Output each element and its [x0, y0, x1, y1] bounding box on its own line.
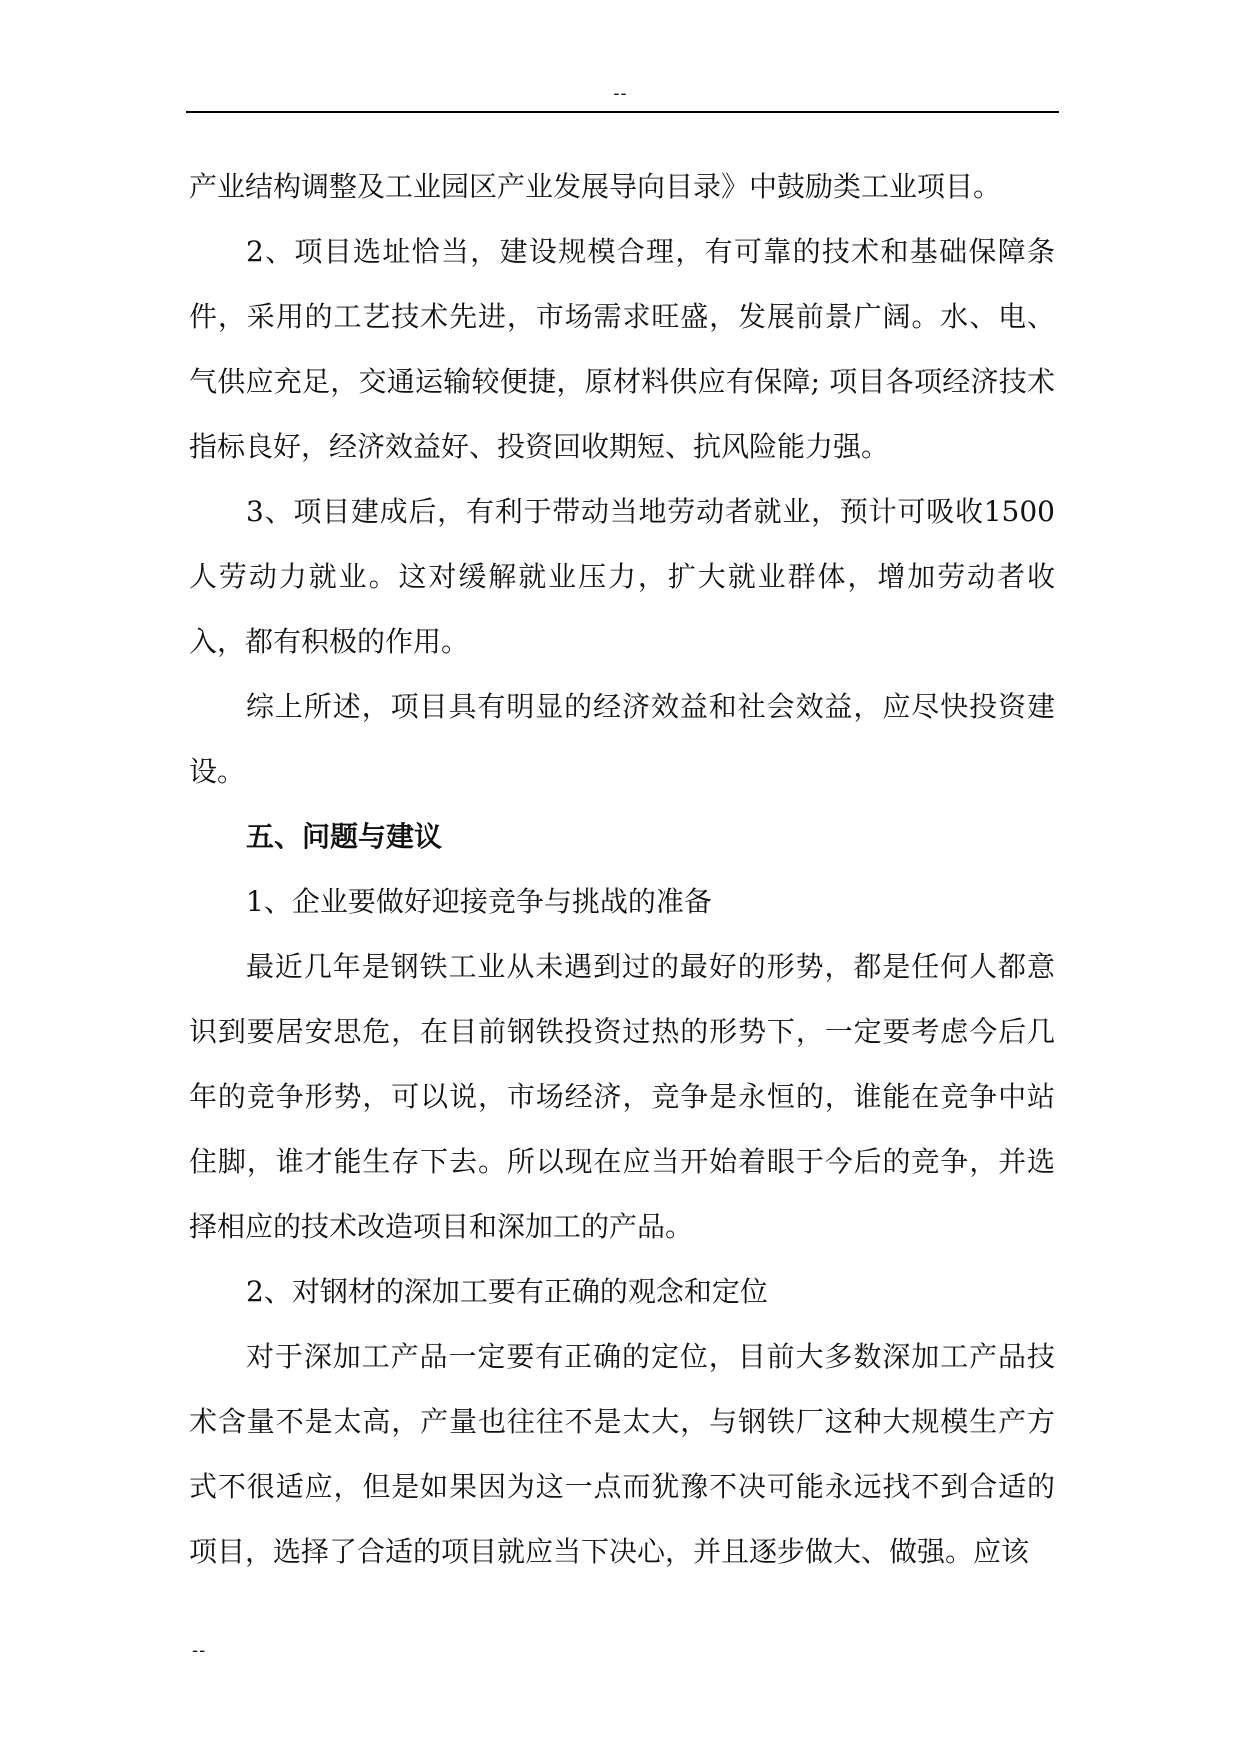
header-rule [186, 111, 1059, 113]
page-header-mark: -- [613, 83, 628, 104]
subheading-2: 2、对钢材的深加工要有正确的观念和定位 [246, 1275, 768, 1308]
paragraph-deep-processing: 对于深加工产品一定要有正确的定位，目前大多数深加工产品技术含量不是太高，产量也往往不是太大，与钢铁厂这种大规模生产方式不很适应，但是如果因为这一点而犹豫不决可能永远找不到合适的项目，选择了合适的项目就应当下决心，并且逐步做大、做强。应该 [189, 1340, 1055, 1568]
section-heading: 五、问题与建议 [246, 820, 443, 853]
paragraph-point-2: 2、项目选址恰当，建设规模合理，有可靠的技术和基础保障条件，采用的工艺技术先进，市场需求旺盛，发展前景广阔。水、电、气供应充足，交通运输较便捷，原材料供应有保障; 项目各项经济技术指标良好，经济效益好、投资回收期短、抗风险能力强。 [189, 235, 1055, 463]
paragraph-continuation: 产业结构调整及工业园区产业发展导向目录》中鼓励类工业项目。 [189, 170, 1002, 203]
paragraph-competition: 最近几年是钢铁工业从未遇到过的最好的形势，都是任何人都意识到要居安思危，在目前钢铁投资过热的形势下，一定要考虑今后几年的竞争形势，可以说，市场经济，竞争是永恒的，谁能在竞争中站住脚，谁才能生存下去。所以现在应当开始着眼于今后的竞争，并选择相应的技术改造项目和深加工的产品。 [189, 950, 1055, 1243]
page-footer-mark: -- [192, 1640, 207, 1661]
paragraph-point-3: 3、项目建成后，有利于带动当地劳动者就业，预计可吸收1500人劳动力就业。这对缓解就业压力，扩大就业群体，增加劳动者收入，都有积极的作用。 [189, 495, 1055, 658]
subheading-1: 1、企业要做好迎接竞争与挑战的准备 [246, 885, 712, 918]
document-body [189, 154, 1055, 1584]
paragraph-summary: 综上所述，项目具有明显的经济效益和社会效益，应尽快投资建设。 [189, 690, 1055, 788]
